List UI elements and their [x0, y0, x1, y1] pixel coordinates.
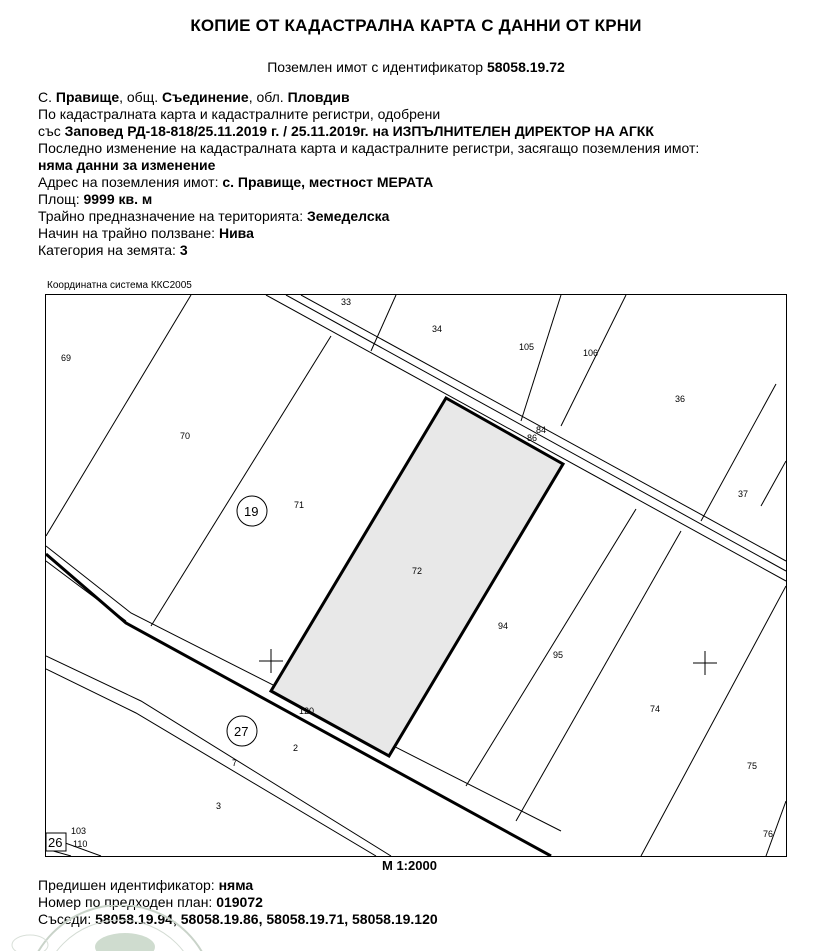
- previous-plan-value: 019072: [216, 894, 263, 910]
- parcel-label: 105: [519, 342, 535, 352]
- map-drawing: [46, 295, 786, 856]
- parcel-label: 2: [293, 743, 299, 753]
- order-row: [38, 123, 808, 140]
- parcel-label: 7: [232, 758, 238, 768]
- parcel-label: 69: [61, 353, 72, 363]
- parcel-labels: [61, 297, 773, 849]
- parcel-label: 3: [216, 801, 222, 811]
- category-row: [38, 242, 808, 259]
- parcel-label: 95: [553, 650, 564, 660]
- parcel-label: 36: [675, 394, 686, 404]
- municipality-prefix: , общ.: [119, 89, 162, 105]
- parcel-label: 106: [583, 348, 599, 358]
- location-prefix: С.: [38, 89, 56, 105]
- neighbors-value: 58058.19.94, 58058.19.86, 58058.19.71, 58058.19.120: [95, 911, 438, 927]
- parcel-label: 71: [294, 500, 305, 510]
- parcel-label: 110: [73, 839, 88, 849]
- parcel-label: 37: [738, 489, 749, 499]
- road-upper: [266, 295, 786, 581]
- parcel-label: 74: [650, 704, 661, 714]
- municipality-name: Съединение: [162, 89, 249, 105]
- agency-seal-watermark: [0, 905, 260, 951]
- cadastral-map: [45, 294, 787, 857]
- previous-id-row: [38, 877, 438, 894]
- parcel-label: 103: [71, 826, 87, 836]
- usage-row: [38, 225, 808, 242]
- last-change-value: няма данни за изменение: [38, 157, 216, 173]
- order-value: Заповед РД-18-818/25.11.2019 г. / 25.11.2019г. на ИЗПЪЛНИТЕЛЕН ДИРЕКТОР НА АГКК: [64, 123, 654, 139]
- identifier-line: [0, 59, 822, 75]
- purpose-label: Трайно предназначение на територията:: [38, 208, 307, 224]
- parcel-label: 70: [180, 431, 191, 441]
- area-label: Площ:: [38, 191, 84, 207]
- property-info: [38, 89, 808, 259]
- order-prefix: със: [38, 123, 65, 139]
- purpose-row: [38, 208, 808, 225]
- identifier-value: 58058.19.72: [486, 59, 565, 75]
- parcel-label: 72: [412, 566, 423, 576]
- map-scale: М 1:2000: [382, 858, 437, 873]
- address-value: с. Правище, местност МЕРАТА: [222, 174, 434, 190]
- location-row: [38, 89, 808, 106]
- neighbors-label: Съседи:: [38, 911, 96, 927]
- block-label-27: 27: [234, 724, 249, 739]
- parcel-label: 84: [536, 425, 547, 435]
- parcel-label: 86: [527, 433, 538, 443]
- usage-value: Нива: [218, 225, 254, 241]
- identifier-label: Поземлен имот с идентификатор: [267, 59, 484, 75]
- parcel-label: 34: [432, 324, 443, 334]
- region-prefix: , обл.: [248, 89, 288, 105]
- parcel-label: 76: [763, 829, 774, 839]
- coordinate-system-label: Координатна система ККС2005: [47, 280, 192, 291]
- usage-label: Начин на трайно ползване:: [38, 225, 219, 241]
- parcel-label: 75: [747, 761, 758, 771]
- address-row: [38, 174, 808, 191]
- last-change-label: Последно изменение на кадастралната карта и кадастралните регистри, засягащо поземления имот:: [38, 140, 700, 156]
- previous-id-label: Предишен идентификатор:: [38, 877, 219, 893]
- area-value: 9999 кв. м: [83, 191, 153, 207]
- category-value: 3: [179, 242, 188, 258]
- approval-line: По кадастралната карта и кадастралните регистри, одобрени: [38, 106, 441, 122]
- category-label: Категория на земята:: [38, 242, 180, 258]
- document-title: КОПИЕ ОТ КАДАСТРАЛНА КАРТА С ДАННИ ОТ КРНИ: [190, 16, 642, 35]
- area-row: [38, 191, 808, 208]
- address-label: Адрес на поземления имот:: [38, 174, 223, 190]
- parcel-label: 33: [341, 297, 352, 307]
- seal-icon: [0, 905, 260, 951]
- previous-id-value: няма: [218, 877, 254, 893]
- block-markers: [46, 496, 267, 851]
- village-name: Правище: [55, 89, 120, 105]
- previous-plan-label: Номер по предходен план:: [38, 894, 217, 910]
- purpose-value: Земеделска: [306, 208, 390, 224]
- region-name: Пловдив: [287, 89, 350, 105]
- block-label-19: 19: [244, 504, 259, 519]
- parcel-label: 94: [498, 621, 509, 631]
- parcel-label: 120: [299, 706, 315, 716]
- block-label-26: 26: [48, 835, 63, 850]
- highlighted-parcel-72: [271, 398, 563, 756]
